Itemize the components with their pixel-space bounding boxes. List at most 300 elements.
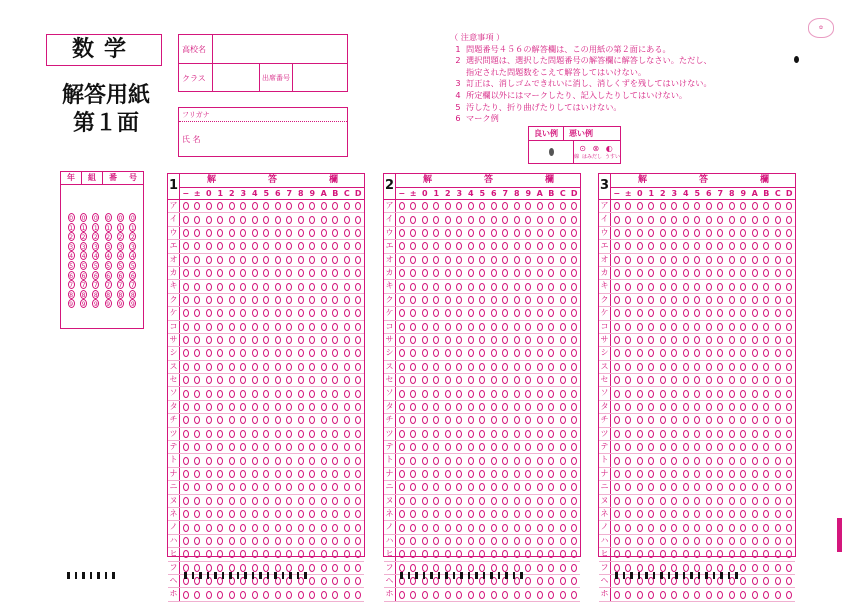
id-bubble[interactable]: 8 [118,291,123,299]
answer-bubble[interactable] [703,309,715,317]
answer-bubble[interactable] [611,470,623,478]
answer-bubble[interactable] [249,216,261,224]
answer-bubble[interactable] [272,309,284,317]
answer-bubble[interactable] [353,363,365,371]
answer-bubble[interactable] [353,564,365,572]
answer-bubble[interactable] [226,242,238,250]
answer-bubble[interactable] [215,443,227,451]
answer-bubble[interactable] [500,550,512,558]
answer-bubble[interactable] [669,524,681,532]
answer-bubble[interactable] [488,216,500,224]
answer-bubble[interactable] [284,416,296,424]
answer-bubble[interactable] [623,256,635,264]
answer-bubble[interactable] [749,470,761,478]
answer-bubble[interactable] [772,524,784,532]
answer-bubble[interactable] [307,309,319,317]
answer-bubble[interactable] [680,443,692,451]
answer-bubble[interactable] [738,323,750,331]
answer-bubble[interactable] [307,363,319,371]
answer-bubble[interactable] [192,416,204,424]
answer-bubble[interactable] [226,269,238,277]
answer-bubble[interactable] [192,537,204,545]
answer-bubble[interactable] [408,376,420,384]
answer-bubble[interactable] [226,537,238,545]
answer-bubble[interactable] [657,269,669,277]
answer-bubble[interactable] [715,229,727,237]
answer-bubble[interactable] [500,296,512,304]
answer-bubble[interactable] [784,202,796,210]
id-bubble[interactable]: 4 [106,253,111,261]
answer-bubble[interactable] [761,577,773,585]
answer-bubble[interactable] [546,269,558,277]
answer-bubble[interactable] [318,296,330,304]
answer-bubble[interactable] [623,497,635,505]
answer-bubble[interactable] [192,349,204,357]
answer-bubble[interactable] [408,537,420,545]
answer-bubble[interactable] [192,296,204,304]
answer-bubble[interactable] [569,537,581,545]
id-bubble[interactable]: 5 [69,262,74,270]
answer-bubble[interactable] [703,229,715,237]
answer-bubble[interactable] [523,309,535,317]
answer-bubble[interactable] [657,524,669,532]
answer-bubble[interactable] [180,497,192,505]
answer-bubble[interactable] [238,216,250,224]
answer-bubble[interactable] [738,376,750,384]
answer-bubble[interactable] [341,550,353,558]
answer-bubble[interactable] [715,269,727,277]
answer-bubble[interactable] [611,283,623,291]
answer-bubble[interactable] [546,242,558,250]
answer-bubble[interactable] [715,283,727,291]
answer-bubble[interactable] [431,403,443,411]
answer-bubble[interactable] [477,550,489,558]
answer-bubble[interactable] [569,269,581,277]
answer-bubble[interactable] [295,349,307,357]
answer-bubble[interactable] [534,363,546,371]
answer-bubble[interactable] [715,349,727,357]
answer-bubble[interactable] [523,430,535,438]
answer-bubble[interactable] [454,336,466,344]
id-bubble[interactable]: 4 [93,253,98,261]
answer-bubble[interactable] [523,416,535,424]
answer-bubble[interactable] [249,403,261,411]
answer-bubble[interactable] [419,309,431,317]
answer-bubble[interactable] [488,470,500,478]
answer-bubble[interactable] [692,443,704,451]
answer-bubble[interactable] [226,376,238,384]
answer-bubble[interactable] [703,497,715,505]
answer-bubble[interactable] [226,202,238,210]
answer-bubble[interactable] [249,510,261,518]
answer-bubble[interactable] [180,269,192,277]
answer-bubble[interactable] [749,202,761,210]
answer-bubble[interactable] [488,524,500,532]
answer-bubble[interactable] [203,242,215,250]
answer-bubble[interactable] [272,403,284,411]
answer-bubble[interactable] [715,323,727,331]
answer-bubble[interactable] [330,483,342,491]
answer-bubble[interactable] [295,524,307,532]
answer-bubble[interactable] [557,403,569,411]
answer-bubble[interactable] [431,483,443,491]
answer-bubble[interactable] [353,430,365,438]
answer-bubble[interactable] [284,256,296,264]
answer-bubble[interactable] [454,564,466,572]
answer-bubble[interactable] [692,483,704,491]
answer-bubble[interactable] [546,349,558,357]
answer-bubble[interactable] [341,457,353,465]
answer-bubble[interactable] [611,457,623,465]
answer-bubble[interactable] [611,349,623,357]
answer-bubble[interactable] [611,390,623,398]
answer-bubble[interactable] [192,309,204,317]
answer-bubble[interactable] [284,457,296,465]
answer-bubble[interactable] [534,309,546,317]
answer-bubble[interactable] [295,202,307,210]
answer-bubble[interactable] [215,202,227,210]
answer-bubble[interactable] [307,390,319,398]
answer-bubble[interactable] [454,283,466,291]
answer-bubble[interactable] [431,336,443,344]
answer-bubble[interactable] [431,390,443,398]
answer-bubble[interactable] [646,269,658,277]
answer-bubble[interactable] [546,256,558,264]
answer-bubble[interactable] [272,390,284,398]
answer-bubble[interactable] [396,403,408,411]
answer-bubble[interactable] [431,550,443,558]
answer-bubble[interactable] [318,564,330,572]
answer-bubble[interactable] [703,430,715,438]
answer-bubble[interactable] [726,349,738,357]
answer-bubble[interactable] [692,202,704,210]
answer-bubble[interactable] [611,537,623,545]
answer-bubble[interactable] [442,470,454,478]
answer-bubble[interactable] [454,470,466,478]
answer-bubble[interactable] [646,497,658,505]
answer-bubble[interactable] [215,376,227,384]
answer-bubble[interactable] [738,470,750,478]
answer-bubble[interactable] [465,216,477,224]
answer-bubble[interactable] [431,524,443,532]
answer-bubble[interactable] [419,256,431,264]
answer-bubble[interactable] [203,349,215,357]
answer-bubble[interactable] [192,269,204,277]
answer-bubble[interactable] [726,256,738,264]
answer-bubble[interactable] [431,323,443,331]
answer-bubble[interactable] [784,256,796,264]
answer-bubble[interactable] [419,336,431,344]
id-bubble[interactable]: 0 [69,215,74,222]
answer-bubble[interactable] [396,323,408,331]
answer-bubble[interactable] [307,470,319,478]
answer-bubble[interactable] [431,510,443,518]
answer-bubble[interactable] [203,363,215,371]
answer-bubble[interactable] [715,416,727,424]
id-bubble[interactable]: 6 [69,272,74,280]
answer-bubble[interactable] [761,336,773,344]
answer-bubble[interactable] [488,376,500,384]
answer-bubble[interactable] [715,510,727,518]
answer-bubble[interactable] [442,564,454,572]
answer-bubble[interactable] [523,296,535,304]
answer-bubble[interactable] [226,349,238,357]
answer-bubble[interactable] [203,564,215,572]
answer-bubble[interactable] [341,497,353,505]
answer-bubble[interactable] [442,242,454,250]
answer-bubble[interactable] [488,550,500,558]
answer-bubble[interactable] [726,269,738,277]
answer-bubble[interactable] [341,483,353,491]
answer-bubble[interactable] [623,202,635,210]
answer-bubble[interactable] [715,390,727,398]
answer-bubble[interactable] [657,283,669,291]
answer-bubble[interactable] [634,537,646,545]
id-bubble[interactable]: 7 [81,282,86,290]
answer-bubble[interactable] [408,323,420,331]
answer-bubble[interactable] [523,510,535,518]
answer-bubble[interactable] [318,416,330,424]
answer-bubble[interactable] [431,256,443,264]
answer-bubble[interactable] [500,403,512,411]
answer-bubble[interactable] [431,296,443,304]
answer-bubble[interactable] [611,524,623,532]
answer-bubble[interactable] [477,390,489,398]
answer-bubble[interactable] [318,363,330,371]
answer-bubble[interactable] [295,309,307,317]
answer-bubble[interactable] [488,403,500,411]
answer-bubble[interactable] [454,510,466,518]
answer-bubble[interactable] [454,216,466,224]
answer-bubble[interactable] [657,550,669,558]
answer-bubble[interactable] [477,564,489,572]
answer-bubble[interactable] [295,283,307,291]
answer-bubble[interactable] [634,363,646,371]
id-bubble[interactable]: 9 [106,301,111,309]
answer-bubble[interactable] [465,202,477,210]
answer-bubble[interactable] [226,483,238,491]
answer-bubble[interactable] [330,524,342,532]
answer-bubble[interactable] [611,550,623,558]
answer-bubble[interactable] [272,457,284,465]
answer-bubble[interactable] [569,336,581,344]
answer-bubble[interactable] [249,443,261,451]
answer-bubble[interactable] [634,564,646,572]
answer-bubble[interactable] [726,309,738,317]
answer-bubble[interactable] [657,403,669,411]
answer-bubble[interactable] [761,497,773,505]
answer-bubble[interactable] [330,376,342,384]
id-bubble[interactable]: 1 [130,224,135,232]
answer-bubble[interactable] [557,443,569,451]
answer-bubble[interactable] [284,202,296,210]
answer-bubble[interactable] [749,564,761,572]
answer-bubble[interactable] [488,269,500,277]
answer-bubble[interactable] [784,229,796,237]
id-bubble[interactable]: 3 [130,243,135,251]
answer-bubble[interactable] [419,323,431,331]
answer-bubble[interactable] [396,430,408,438]
answer-bubble[interactable] [330,202,342,210]
answer-bubble[interactable] [761,537,773,545]
answer-bubble[interactable] [454,376,466,384]
answer-bubble[interactable] [295,550,307,558]
answer-bubble[interactable] [749,457,761,465]
answer-bubble[interactable] [715,256,727,264]
answer-bubble[interactable] [511,564,523,572]
answer-bubble[interactable] [557,483,569,491]
answer-bubble[interactable] [557,537,569,545]
answer-bubble[interactable] [692,403,704,411]
answer-bubble[interactable] [623,550,635,558]
answer-bubble[interactable] [408,309,420,317]
answer-bubble[interactable] [249,336,261,344]
answer-bubble[interactable] [692,376,704,384]
id-bubble[interactable]: 9 [93,301,98,309]
answer-bubble[interactable] [408,202,420,210]
answer-bubble[interactable] [396,457,408,465]
answer-bubble[interactable] [284,349,296,357]
answer-bubble[interactable] [192,256,204,264]
answer-bubble[interactable] [646,524,658,532]
answer-bubble[interactable] [419,283,431,291]
answer-bubble[interactable] [442,524,454,532]
answer-bubble[interactable] [738,416,750,424]
answer-bubble[interactable] [419,416,431,424]
answer-bubble[interactable] [192,470,204,478]
answer-bubble[interactable] [623,376,635,384]
answer-bubble[interactable] [523,216,535,224]
id-bubble[interactable]: 4 [69,253,74,261]
answer-bubble[interactable] [546,202,558,210]
answer-bubble[interactable] [318,457,330,465]
answer-bubble[interactable] [569,349,581,357]
answer-bubble[interactable] [353,336,365,344]
answer-bubble[interactable] [238,457,250,465]
answer-bubble[interactable] [523,269,535,277]
answer-bubble[interactable] [318,483,330,491]
answer-bubble[interactable] [226,550,238,558]
answer-bubble[interactable] [295,296,307,304]
answer-bubble[interactable] [215,510,227,518]
answer-bubble[interactable] [680,309,692,317]
answer-bubble[interactable] [726,283,738,291]
answer-bubble[interactable] [341,376,353,384]
answer-bubble[interactable] [318,336,330,344]
answer-bubble[interactable] [761,242,773,250]
answer-bubble[interactable] [330,216,342,224]
answer-bubble[interactable] [534,403,546,411]
answer-bubble[interactable] [680,376,692,384]
answer-bubble[interactable] [284,363,296,371]
answer-bubble[interactable] [488,537,500,545]
answer-bubble[interactable] [295,416,307,424]
answer-bubble[interactable] [477,256,489,264]
answer-bubble[interactable] [249,296,261,304]
answer-bubble[interactable] [396,256,408,264]
answer-bubble[interactable] [749,443,761,451]
answer-bubble[interactable] [330,336,342,344]
answer-bubble[interactable] [442,483,454,491]
answer-bubble[interactable] [330,349,342,357]
answer-bubble[interactable] [772,443,784,451]
answer-bubble[interactable] [318,443,330,451]
answer-bubble[interactable] [534,470,546,478]
answer-bubble[interactable] [669,242,681,250]
answer-bubble[interactable] [226,457,238,465]
answer-bubble[interactable] [534,524,546,532]
answer-bubble[interactable] [249,269,261,277]
answer-bubble[interactable] [726,323,738,331]
id-bubble[interactable]: 5 [106,262,111,270]
id-bubble[interactable]: 0 [118,215,123,222]
answer-bubble[interactable] [272,524,284,532]
answer-bubble[interactable] [738,269,750,277]
answer-bubble[interactable] [511,483,523,491]
answer-bubble[interactable] [488,229,500,237]
answer-bubble[interactable] [330,497,342,505]
answer-bubble[interactable] [477,336,489,344]
answer-bubble[interactable] [238,497,250,505]
id-bubble[interactable]: 2 [69,234,74,242]
answer-bubble[interactable] [657,216,669,224]
answer-bubble[interactable] [546,524,558,532]
answer-bubble[interactable] [523,457,535,465]
answer-bubble[interactable] [180,216,192,224]
answer-bubble[interactable] [203,483,215,491]
answer-bubble[interactable] [703,269,715,277]
answer-bubble[interactable] [488,390,500,398]
answer-bubble[interactable] [692,457,704,465]
answer-bubble[interactable] [692,349,704,357]
answer-bubble[interactable] [341,336,353,344]
answer-bubble[interactable] [353,242,365,250]
answer-bubble[interactable] [341,470,353,478]
id-bubble[interactable]: 1 [69,224,74,232]
answer-bubble[interactable] [500,416,512,424]
answer-bubble[interactable] [465,390,477,398]
id-bubble[interactable]: 9 [118,301,123,309]
answer-bubble[interactable] [396,524,408,532]
answer-bubble[interactable] [295,323,307,331]
answer-bubble[interactable] [657,323,669,331]
answer-bubble[interactable] [511,349,523,357]
answer-bubble[interactable] [500,256,512,264]
answer-bubble[interactable] [557,363,569,371]
answer-bubble[interactable] [284,309,296,317]
answer-bubble[interactable] [488,349,500,357]
answer-bubble[interactable] [419,349,431,357]
answer-bubble[interactable] [330,577,342,585]
answer-bubble[interactable] [353,283,365,291]
answer-bubble[interactable] [203,524,215,532]
answer-bubble[interactable] [272,470,284,478]
answer-bubble[interactable] [477,202,489,210]
answer-bubble[interactable] [634,470,646,478]
id-bubble[interactable]: 6 [130,272,135,280]
answer-bubble[interactable] [715,403,727,411]
answer-bubble[interactable] [419,497,431,505]
answer-bubble[interactable] [623,510,635,518]
answer-bubble[interactable] [500,497,512,505]
answer-bubble[interactable] [634,483,646,491]
answer-bubble[interactable] [680,336,692,344]
answer-bubble[interactable] [249,483,261,491]
answer-bubble[interactable] [396,564,408,572]
answer-bubble[interactable] [772,403,784,411]
answer-bubble[interactable] [307,216,319,224]
answer-bubble[interactable] [353,229,365,237]
